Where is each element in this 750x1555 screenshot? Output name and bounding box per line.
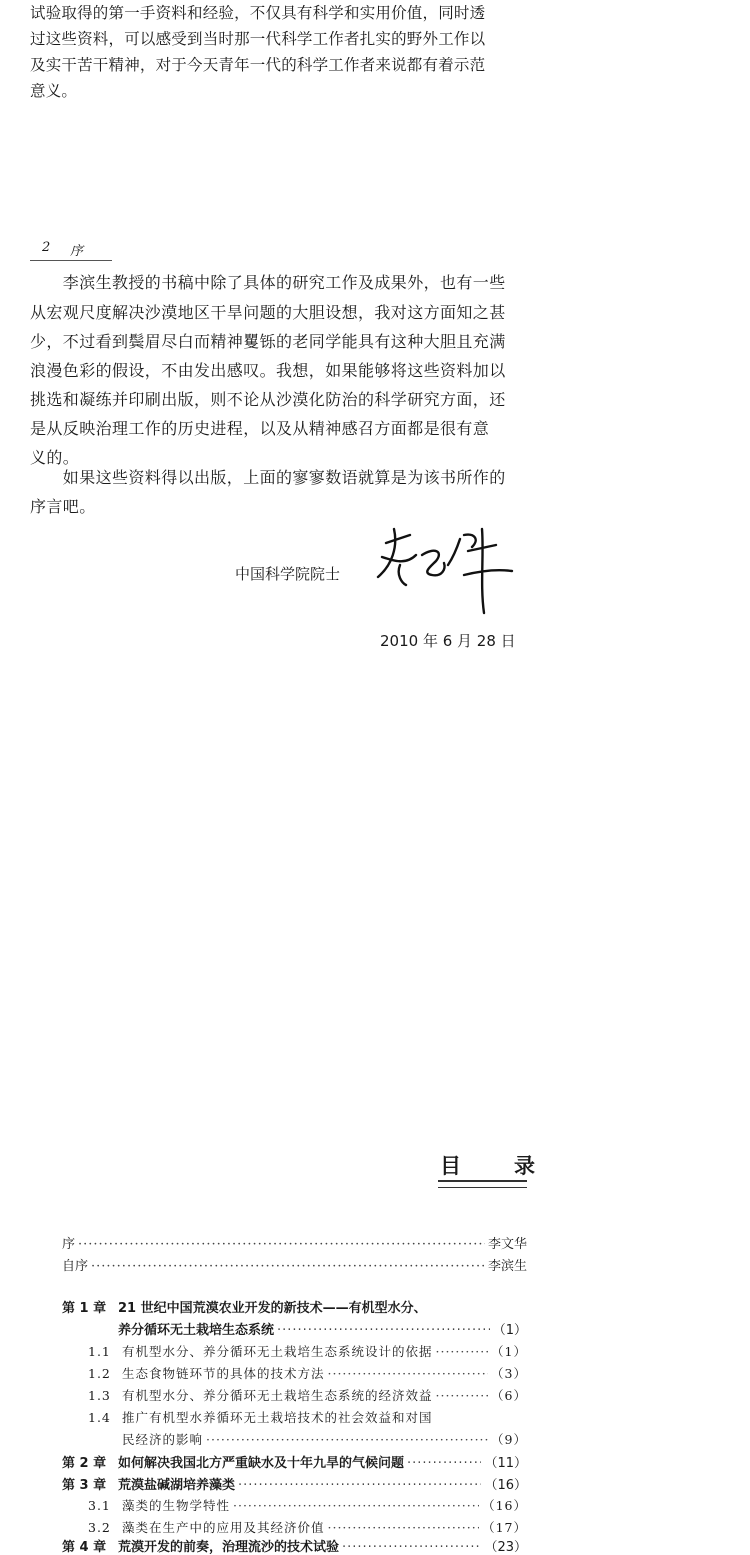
toc-chapter-row	[62, 1452, 527, 1471]
toc-page: （16）	[482, 1498, 527, 1513]
toc-page: （16）	[484, 1478, 527, 1493]
toc-section-title: 生态食物链环节的具体的技术方法	[122, 1366, 325, 1381]
toc-section-title: 推广有机型水养循环无土栽培技术的社会效益和对国	[122, 1410, 433, 1425]
toc-chapter-row	[118, 1319, 527, 1338]
text-line: 义的。	[30, 448, 80, 467]
text-line: 少，不过看到鬓眉尽白而精神矍铄的老同学能具有这种大胆且充满	[30, 332, 506, 351]
toc-chapter-title: 如何解决我国北方严重缺水及十年九旱的气候问题	[118, 1456, 405, 1471]
text-line: 意义。	[30, 82, 78, 100]
toc-section-row	[122, 1430, 527, 1448]
leader-dots	[407, 1456, 481, 1471]
toc-heading: 目 录	[440, 1154, 551, 1178]
text-line: 过这些资料，可以感受到当时那一代科学工作者扎实的野外工作以	[30, 30, 486, 48]
toc-page: （11）	[484, 1456, 527, 1471]
leader-dots	[206, 1432, 488, 1447]
text-line: 试验取得的第一手资料和经验，不仅具有科学和实用价值，同时透	[30, 4, 486, 22]
toc-chapter-row	[62, 1297, 527, 1316]
toc-page: （23）	[484, 1540, 527, 1555]
toc-section-title: 有机型水分、养分循环无土栽培生态系统的经济效益	[122, 1388, 433, 1403]
leader-dots	[233, 1498, 479, 1513]
text-line: 李滨生教授的书稿中除了具体的研究工作及成果外，也有一些	[30, 273, 506, 292]
toc-front-label: 自序	[62, 1259, 89, 1274]
toc-section-row	[88, 1364, 527, 1382]
toc-chapter-title: 养分循环无土栽培生态系统	[118, 1323, 275, 1338]
text-line: 序言吧。	[30, 497, 96, 516]
page-header	[30, 238, 112, 261]
toc-section-row	[88, 1408, 527, 1426]
toc-section-number: 3.2	[88, 1520, 111, 1535]
leader-dots	[328, 1520, 480, 1535]
text-line: 挑选和凝练并印刷出版，则不论从沙漠化防治的科学研究方面，还	[30, 390, 506, 409]
leader-dots	[436, 1344, 489, 1359]
text-line: 及实干苦干精神，对于今天青年一代的科学工作者来说都有着示范	[30, 56, 486, 74]
toc-chapter-number: 第 2 章	[62, 1456, 107, 1471]
leader-dots	[328, 1366, 489, 1381]
toc-front-label: 序	[62, 1237, 76, 1252]
text-line: 从宏观尺度解决沙漠地区干旱问题的大胆设想，我对这方面知之甚	[30, 303, 506, 322]
toc-page: （1）	[491, 1344, 527, 1359]
toc-section-row	[88, 1342, 527, 1360]
toc-section-title: 有机型水分、养分循环无土栽培生态系统设计的依据	[122, 1344, 433, 1359]
leader-dots	[277, 1323, 490, 1338]
signature-date: 2010 年 6 月 28 日	[380, 632, 516, 650]
toc-chapter-number: 第 1 章	[62, 1301, 107, 1316]
toc-section-title: 藻类在生产中的应用及其经济价值	[122, 1520, 325, 1535]
toc-section-row	[88, 1386, 527, 1404]
toc-section-title: 民经济的影响	[122, 1432, 204, 1447]
toc-page: （1）	[492, 1323, 527, 1338]
toc-front-author: 李文华	[487, 1237, 527, 1252]
toc-section-row	[88, 1518, 527, 1536]
toc-page: （17）	[482, 1520, 527, 1535]
handwritten-signature	[372, 525, 522, 620]
page-number: 2	[42, 240, 51, 255]
toc-section-number: 1.4	[88, 1410, 111, 1425]
toc-section-number: 1.3	[88, 1388, 111, 1403]
toc-front-row	[62, 1255, 527, 1274]
leader-dots	[78, 1237, 485, 1252]
toc-chapter-number: 第 3 章	[62, 1478, 107, 1493]
toc-section-number: 3.1	[88, 1498, 111, 1513]
toc-front-row	[62, 1233, 527, 1252]
toc-chapter-title: 荒漠开发的前奏，治理流沙的技术试验	[118, 1540, 340, 1555]
toc-section-row	[88, 1496, 527, 1514]
leader-dots	[436, 1388, 489, 1403]
page-header-title: 序	[70, 244, 84, 259]
toc-front-author: 李滨生	[487, 1259, 527, 1274]
toc-page: （6）	[491, 1388, 527, 1403]
toc-section-number: 1.1	[88, 1344, 111, 1359]
toc-page: （9）	[491, 1432, 527, 1447]
text-line: 是从反映治理工作的历史进程，以及从精神感召方面都是很有意	[30, 419, 490, 438]
leader-dots	[342, 1540, 481, 1555]
text-line: 如果这些资料得以出版，上面的寥寥数语就算是为该书所作的	[30, 468, 506, 487]
leader-dots	[238, 1478, 481, 1493]
toc-page: （3）	[491, 1366, 527, 1381]
toc-chapter-row	[62, 1474, 527, 1493]
toc-section-title: 藻类的生物学特性	[122, 1498, 231, 1513]
toc-heading-rule	[438, 1180, 527, 1188]
toc-chapter-title: 荒漠盐碱湖培养藻类	[118, 1478, 236, 1493]
leader-dots	[91, 1259, 485, 1274]
toc-chapter-title: 21 世纪中国荒漠农业开发的新技术——有机型水分、	[118, 1301, 427, 1316]
toc-section-number: 1.2	[88, 1366, 111, 1381]
text-line: 浪漫色彩的假设，不由发出感叹。我想，如果能够将这些资料加以	[30, 361, 506, 380]
signature-title: 中国科学院院士	[235, 565, 341, 583]
toc-chapter-number: 第 4 章	[62, 1540, 107, 1555]
